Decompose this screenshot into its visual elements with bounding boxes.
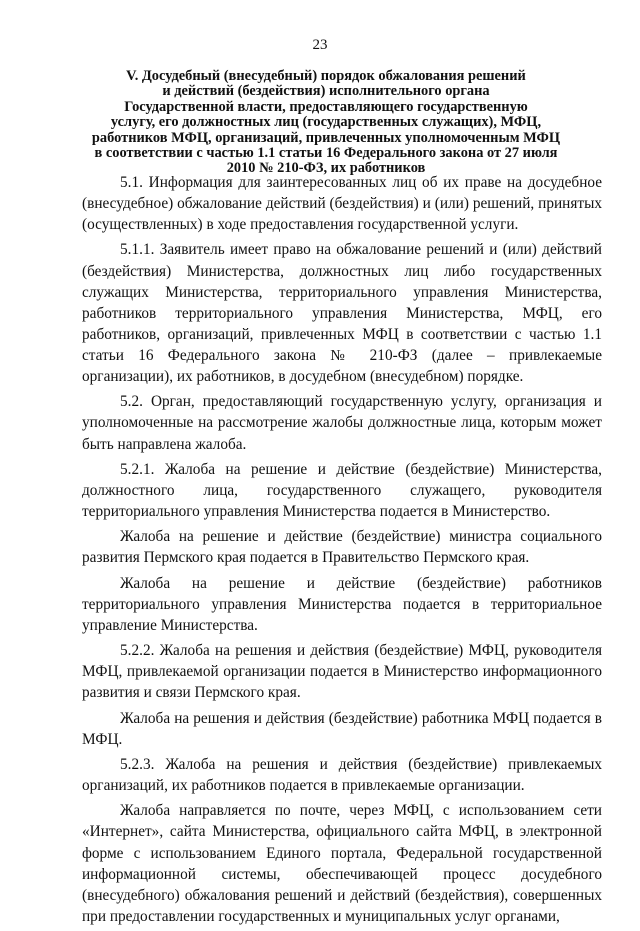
heading-line: 2010 № 210-ФЗ, их работников: [226, 160, 426, 177]
section-heading: [86, 69, 566, 177]
paragraph: 5.2. Орган, предоставляющий государственную услугу, организация и уполномоченные на рассмотрение жалобы должностные лица, которым может быть направлена жалоба.: [82, 393, 602, 453]
paragraph: Жалоба на решения и действия (бездействие) работника МФЦ подается в МФЦ.: [82, 709, 602, 748]
heading-line: V. Досудебный (внесудебный) порядок обжалования решений: [126, 68, 526, 84]
document-body: [82, 172, 602, 931]
heading-line: работников МФЦ, организаций, привлеченных уполномоченным МФЦ: [91, 129, 561, 146]
paragraph: 5.2.3. Жалоба на решения и действия (бездействие) привлекаемых организаций, их работников подается в привлекаемые организации.: [82, 755, 602, 795]
paragraph: 5.2.2. Жалоба на решения и действия (бездействие) МФЦ, руководителя МФЦ, привлекаемой организации подается в Министерство информационного развития и связи Пермского края.: [82, 642, 602, 702]
paragraph: 5.1. Информация для заинтересованных лиц об их праве на досудебное (внесудебное) обжалование действий (бездействия) и (или) решений, принятых (осуществленных) в ходе предоставления государственной услуги.: [82, 174, 602, 234]
heading-line: в соответствии с частью 1.1 статьи 16 Федерального закона от 27 июля: [94, 145, 558, 162]
paragraph: 5.2.1. Жалоба на решение и действие (бездействие) Министерства, должностного лица, государственного служащего, руководителя территориального управления Министерства подается в Министерство.: [82, 460, 602, 520]
paragraph: Жалоба на решение и действие (бездействие) работников территориального управления Министерства подается в территориальное управление Министерства.: [82, 574, 602, 634]
paragraph: Жалоба направляется по почте, через МФЦ, с использованием сети «Интернет», сайта Министерства, официального сайта МФЦ, в электронной форме с использованием Единого портала, Федеральной государственной информационной системы, обеспечивающей процесс досудебного (внесудебного) обжалования решений и действий (бездействия), совершенных при предоставлении государственных и муниципальных услуг органами,: [82, 802, 602, 925]
heading-line: Государственной власти, предоставляющего государственную: [124, 98, 528, 115]
page-number: 23: [312, 37, 328, 53]
heading-line: услугу, его должностных лиц (государственных служащих), МФЦ,: [110, 114, 542, 131]
heading-line: и действий (бездействия) исполнительного органа: [162, 83, 490, 100]
paragraph: Жалоба на решение и действие (бездействие) министра социального развития Пермского края подается в Правительство Пермского края.: [82, 528, 602, 567]
paragraph: 5.1.1. Заявитель имеет право на обжалование решений и (или) действий (бездействия) Министерства, должностных лиц либо государственных служащих Министерства, территориального управления Министерства, работников территориального управления Министерства, МФЦ, его работников, организаций, привлеченных МФЦ в соответствии с частью 1.1 статьи 16 Федерального закона № 210-ФЗ (далее – привлекаемые организации), их работников, в досудебном (внесудебном) порядке.: [82, 241, 602, 386]
